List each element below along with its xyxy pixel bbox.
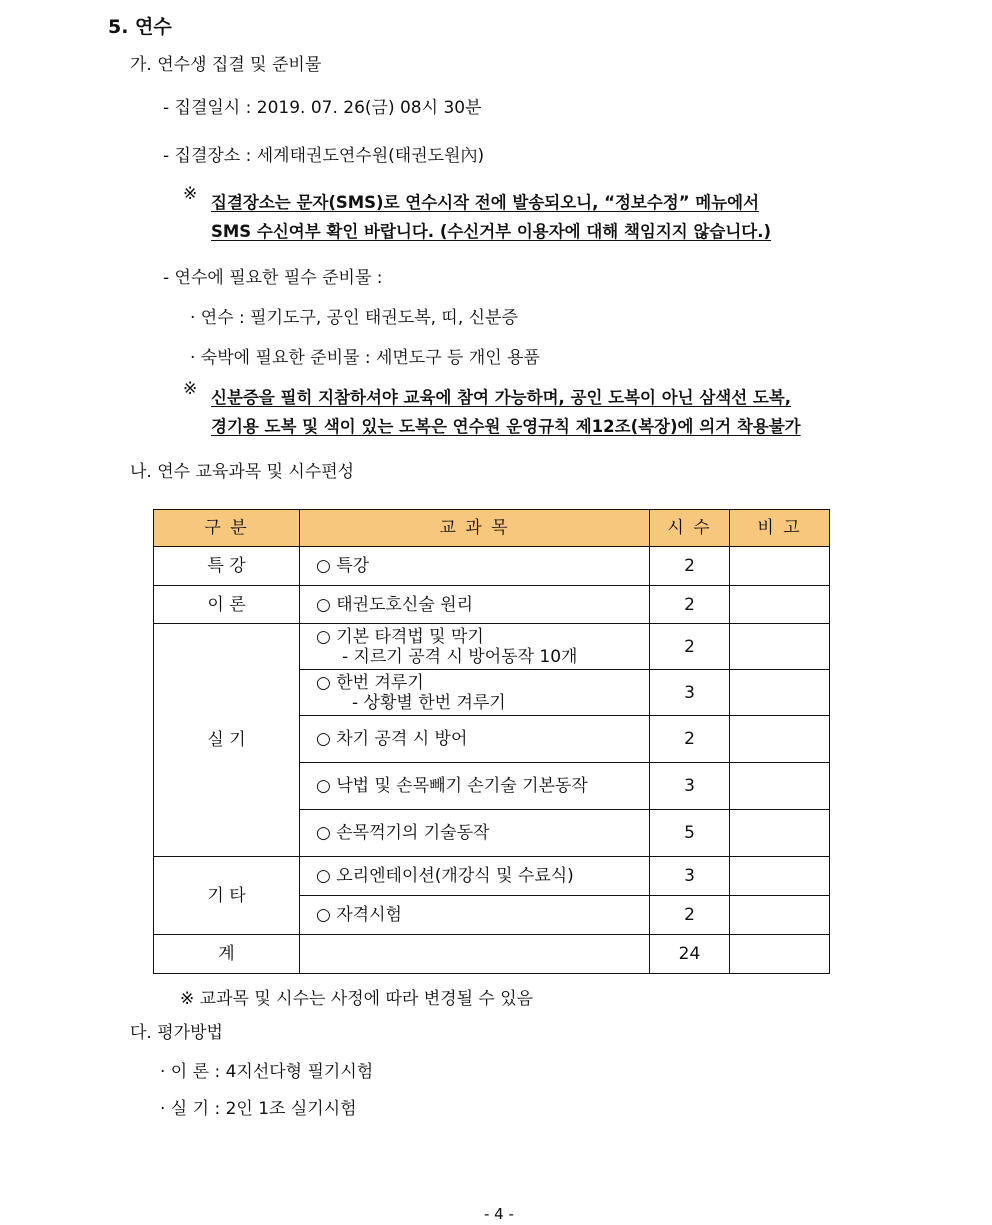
total-subject-cell (300, 935, 650, 974)
subject-cell: ○ 차기 공격 시 방어 (300, 716, 650, 763)
notice-line: 신분증을 필히 지참하셔야 교육에 참여 가능하며, 공인 도복이 아닌 삼색선 도복, (211, 388, 792, 407)
evaluation-item: · 실 기 : 2인 1조 실기시험 (160, 1099, 357, 1119)
note-cell (730, 716, 830, 763)
note-cell (730, 857, 830, 896)
subject-cell (300, 624, 650, 670)
hours-cell: 3 (650, 763, 730, 810)
notice-line: 집결장소는 문자(SMS)로 연수시작 전에 발송되오니, “정보수정” 메뉴에서 (211, 193, 760, 212)
column-header: 시 수 (650, 510, 730, 547)
table-row (154, 624, 830, 670)
subject-subitem: - 지르기 공격 시 방어동작 10개 (342, 646, 578, 667)
subject-cell: ○ 손목꺽기의 기술동작 (300, 810, 650, 857)
prep-item: · 숙박에 필요한 준비물 : 세면도구 등 개인 용품 (190, 348, 540, 368)
curriculum-table (153, 509, 830, 974)
subject-title: ○ 기본 타격법 및 막기 (316, 626, 484, 647)
table-row (154, 547, 830, 586)
total-hours-cell: 24 (650, 935, 730, 974)
table-total-row (154, 935, 830, 974)
column-header: 구 분 (154, 510, 300, 547)
hours-cell: 2 (650, 586, 730, 624)
gather-time: - 집결일시 : 2019. 07. 26(금) 08시 30분 (163, 98, 482, 118)
note-cell (730, 810, 830, 857)
subject-cell: ○ 오리엔테이션(개강식 및 수료식) (300, 857, 650, 896)
category-cell: 실 기 (154, 624, 300, 857)
table-header-row (154, 510, 830, 547)
total-label-cell: 계 (154, 935, 300, 974)
category-cell: 이 론 (154, 586, 300, 624)
subsection-heading-a: 가. 연수생 집결 및 준비물 (130, 55, 322, 75)
hours-cell: 3 (650, 670, 730, 716)
subject-title: ○ 한번 겨루기 (316, 672, 424, 693)
subject-cell: ○ 낙법 및 손목빼기 손기술 기본동작 (300, 763, 650, 810)
note-cell (730, 670, 830, 716)
note-cell (730, 586, 830, 624)
note-cell (730, 547, 830, 586)
column-header: 교 과 목 (300, 510, 650, 547)
note-mark: ※ (183, 184, 198, 204)
section-title: 5. 연수 (108, 16, 172, 38)
note-cell (730, 896, 830, 935)
note-mark: ※ (183, 379, 198, 399)
hours-cell: 3 (650, 857, 730, 896)
hours-cell: 2 (650, 547, 730, 586)
table-row (154, 857, 830, 896)
subsection-heading-c: 다. 평가방법 (130, 1023, 223, 1043)
subject-subitem: - 상황별 한번 겨루기 (352, 692, 506, 713)
subject-cell: ○ 태권도호신술 원리 (300, 586, 650, 624)
column-header: 비 고 (730, 510, 830, 547)
subject-cell: ○ 자격시험 (300, 896, 650, 935)
notice-line: SMS 수신여부 확인 바랍니다. (수신거부 이용자에 대해 책임지지 않습니다.) (211, 222, 772, 241)
prep-item: · 연수 : 필기도구, 공인 태권도복, 띠, 신분증 (190, 308, 518, 328)
evaluation-item: · 이 론 : 4지선다형 필기시험 (160, 1062, 374, 1082)
page-number: - 4 - (484, 1205, 514, 1223)
hours-cell: 2 (650, 624, 730, 670)
table-footnote: ※ 교과목 및 시수는 사정에 따라 변경될 수 있음 (180, 989, 534, 1009)
gather-place: - 집결장소 : 세계태권도연수원(태권도원內) (163, 146, 485, 166)
prep-heading: - 연수에 필요한 필수 준비물 : (163, 268, 383, 288)
subsection-heading-b: 나. 연수 교육과목 및 시수편성 (130, 462, 355, 482)
hours-cell: 2 (650, 716, 730, 763)
notice-line: 경기용 도복 및 색이 있는 도복은 연수원 운영규칙 제12조(복장)에 의거 착용불가 (211, 417, 801, 436)
subject-cell: ○ 특강 (300, 547, 650, 586)
note-cell (730, 763, 830, 810)
hours-cell: 5 (650, 810, 730, 857)
category-cell: 특 강 (154, 547, 300, 586)
table-row (154, 586, 830, 624)
category-cell: 기 타 (154, 857, 300, 935)
hours-cell: 2 (650, 896, 730, 935)
subject-cell (300, 670, 650, 716)
note-cell (730, 624, 830, 670)
total-note-cell (730, 935, 830, 974)
